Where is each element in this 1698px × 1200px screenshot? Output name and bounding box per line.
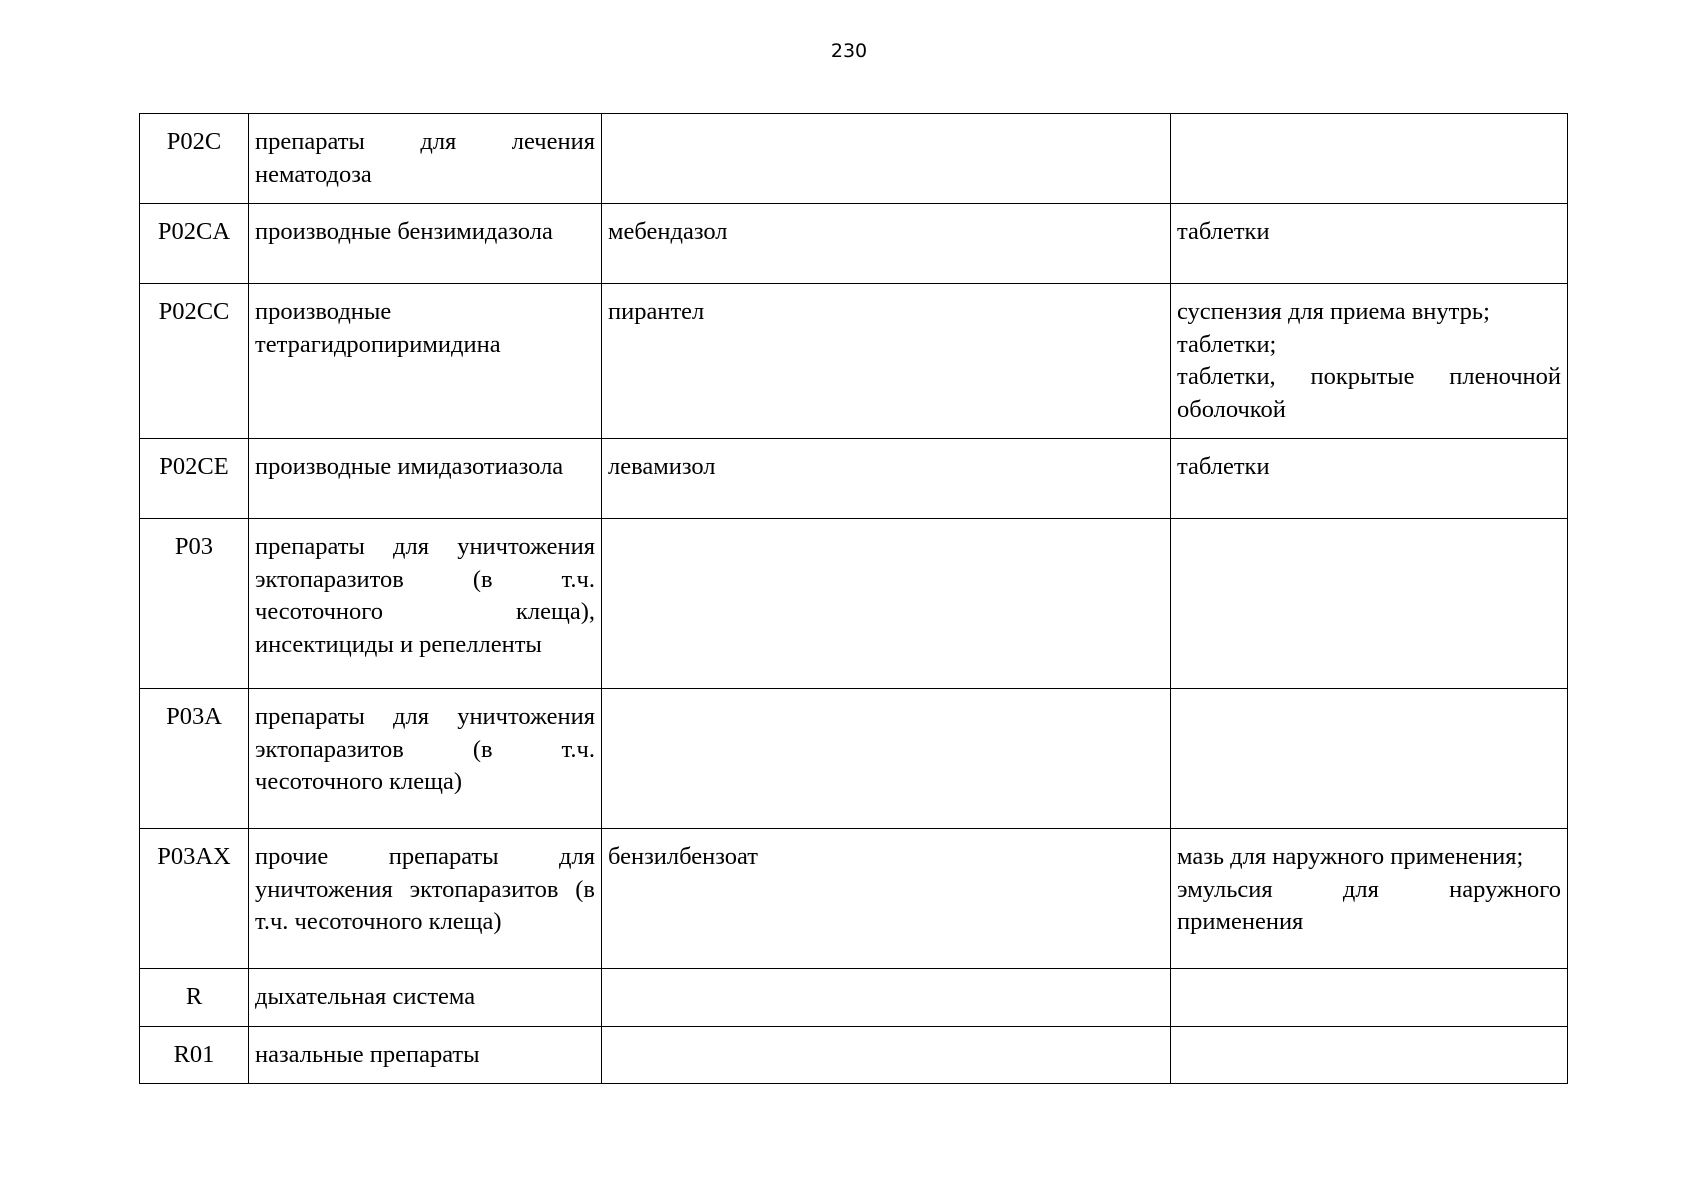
pharmacological-group-cell: прочие препараты для уничтожения эктопаразитов (в т.ч. чесоточного клеща) (249, 829, 602, 969)
dosage-form-cell (1171, 519, 1568, 689)
table-row (140, 114, 1568, 204)
dosage-form-line: суспензия для приема внутрь; (1177, 298, 1490, 325)
pharmacological-group-cell: препараты для уничтожения эктопаразитов (в т.ч. чесоточного клеща) (249, 689, 602, 829)
atc-code-cell: P02CE (140, 439, 249, 519)
table-row (140, 689, 1568, 829)
table-row (140, 284, 1568, 439)
atc-code-cell: P02CC (140, 284, 249, 439)
table-row (140, 204, 1568, 284)
atc-drug-table (139, 113, 1568, 1084)
dosage-form-line: мазь для наружного применения; (1177, 843, 1524, 870)
dosage-form-cell (1171, 1026, 1568, 1084)
atc-code-cell: P03A (140, 689, 249, 829)
pharmacological-group-cell: производные тетрагидропиримидина (249, 284, 602, 439)
pharmacological-group-cell: препараты для лечения нематодоза (249, 114, 602, 204)
atc-code-cell: P02C (140, 114, 249, 204)
drug-name-cell (602, 1026, 1171, 1084)
table-row (140, 519, 1568, 689)
pharmacological-group-cell: дыхательная система (249, 969, 602, 1027)
table-row (140, 1026, 1568, 1084)
dosage-form-cell (1171, 439, 1568, 519)
dosage-form-line: таблетки (1177, 453, 1270, 480)
atc-code-cell: P03 (140, 519, 249, 689)
drug-name-cell (602, 689, 1171, 829)
dosage-form-line: эмульсия для наружного применения (1177, 875, 1561, 935)
dosage-form-cell (1171, 969, 1568, 1027)
drug-name-cell: бензилбензоат (602, 829, 1171, 969)
table-row (140, 439, 1568, 519)
atc-code-cell: P03AX (140, 829, 249, 969)
dosage-form-cell (1171, 204, 1568, 284)
pharmacological-group-cell: производные имидазотиазола (249, 439, 602, 519)
page-number: 230 (830, 40, 868, 62)
table-row (140, 969, 1568, 1027)
atc-code-cell: P02CA (140, 204, 249, 284)
atc-code-cell: R01 (140, 1026, 249, 1084)
drug-name-cell: пирантел (602, 284, 1171, 439)
pharmacological-group-cell: назальные препараты (249, 1026, 602, 1084)
drug-name-cell (602, 114, 1171, 204)
drug-name-cell: левамизол (602, 439, 1171, 519)
table-row (140, 829, 1568, 969)
dosage-form-cell (1171, 829, 1568, 969)
pharmacological-group-cell: производные бензимидазола (249, 204, 602, 284)
dosage-form-cell (1171, 114, 1568, 204)
drug-name-cell (602, 969, 1171, 1027)
dosage-form-cell (1171, 284, 1568, 439)
drug-name-cell: мебендазол (602, 204, 1171, 284)
dosage-form-line: таблетки (1177, 218, 1270, 245)
drug-name-cell (602, 519, 1171, 689)
pharmacological-group-cell: препараты для уничтожения эктопаразитов (в т.ч. чесоточного клеща), инсектициды и репелленты (249, 519, 602, 689)
atc-code-cell: R (140, 969, 249, 1027)
dosage-form-line: таблетки; (1177, 330, 1277, 358)
dosage-form-cell (1171, 689, 1568, 829)
dosage-form-line: таблетки, покрытые пленочной оболочкой (1177, 363, 1561, 423)
